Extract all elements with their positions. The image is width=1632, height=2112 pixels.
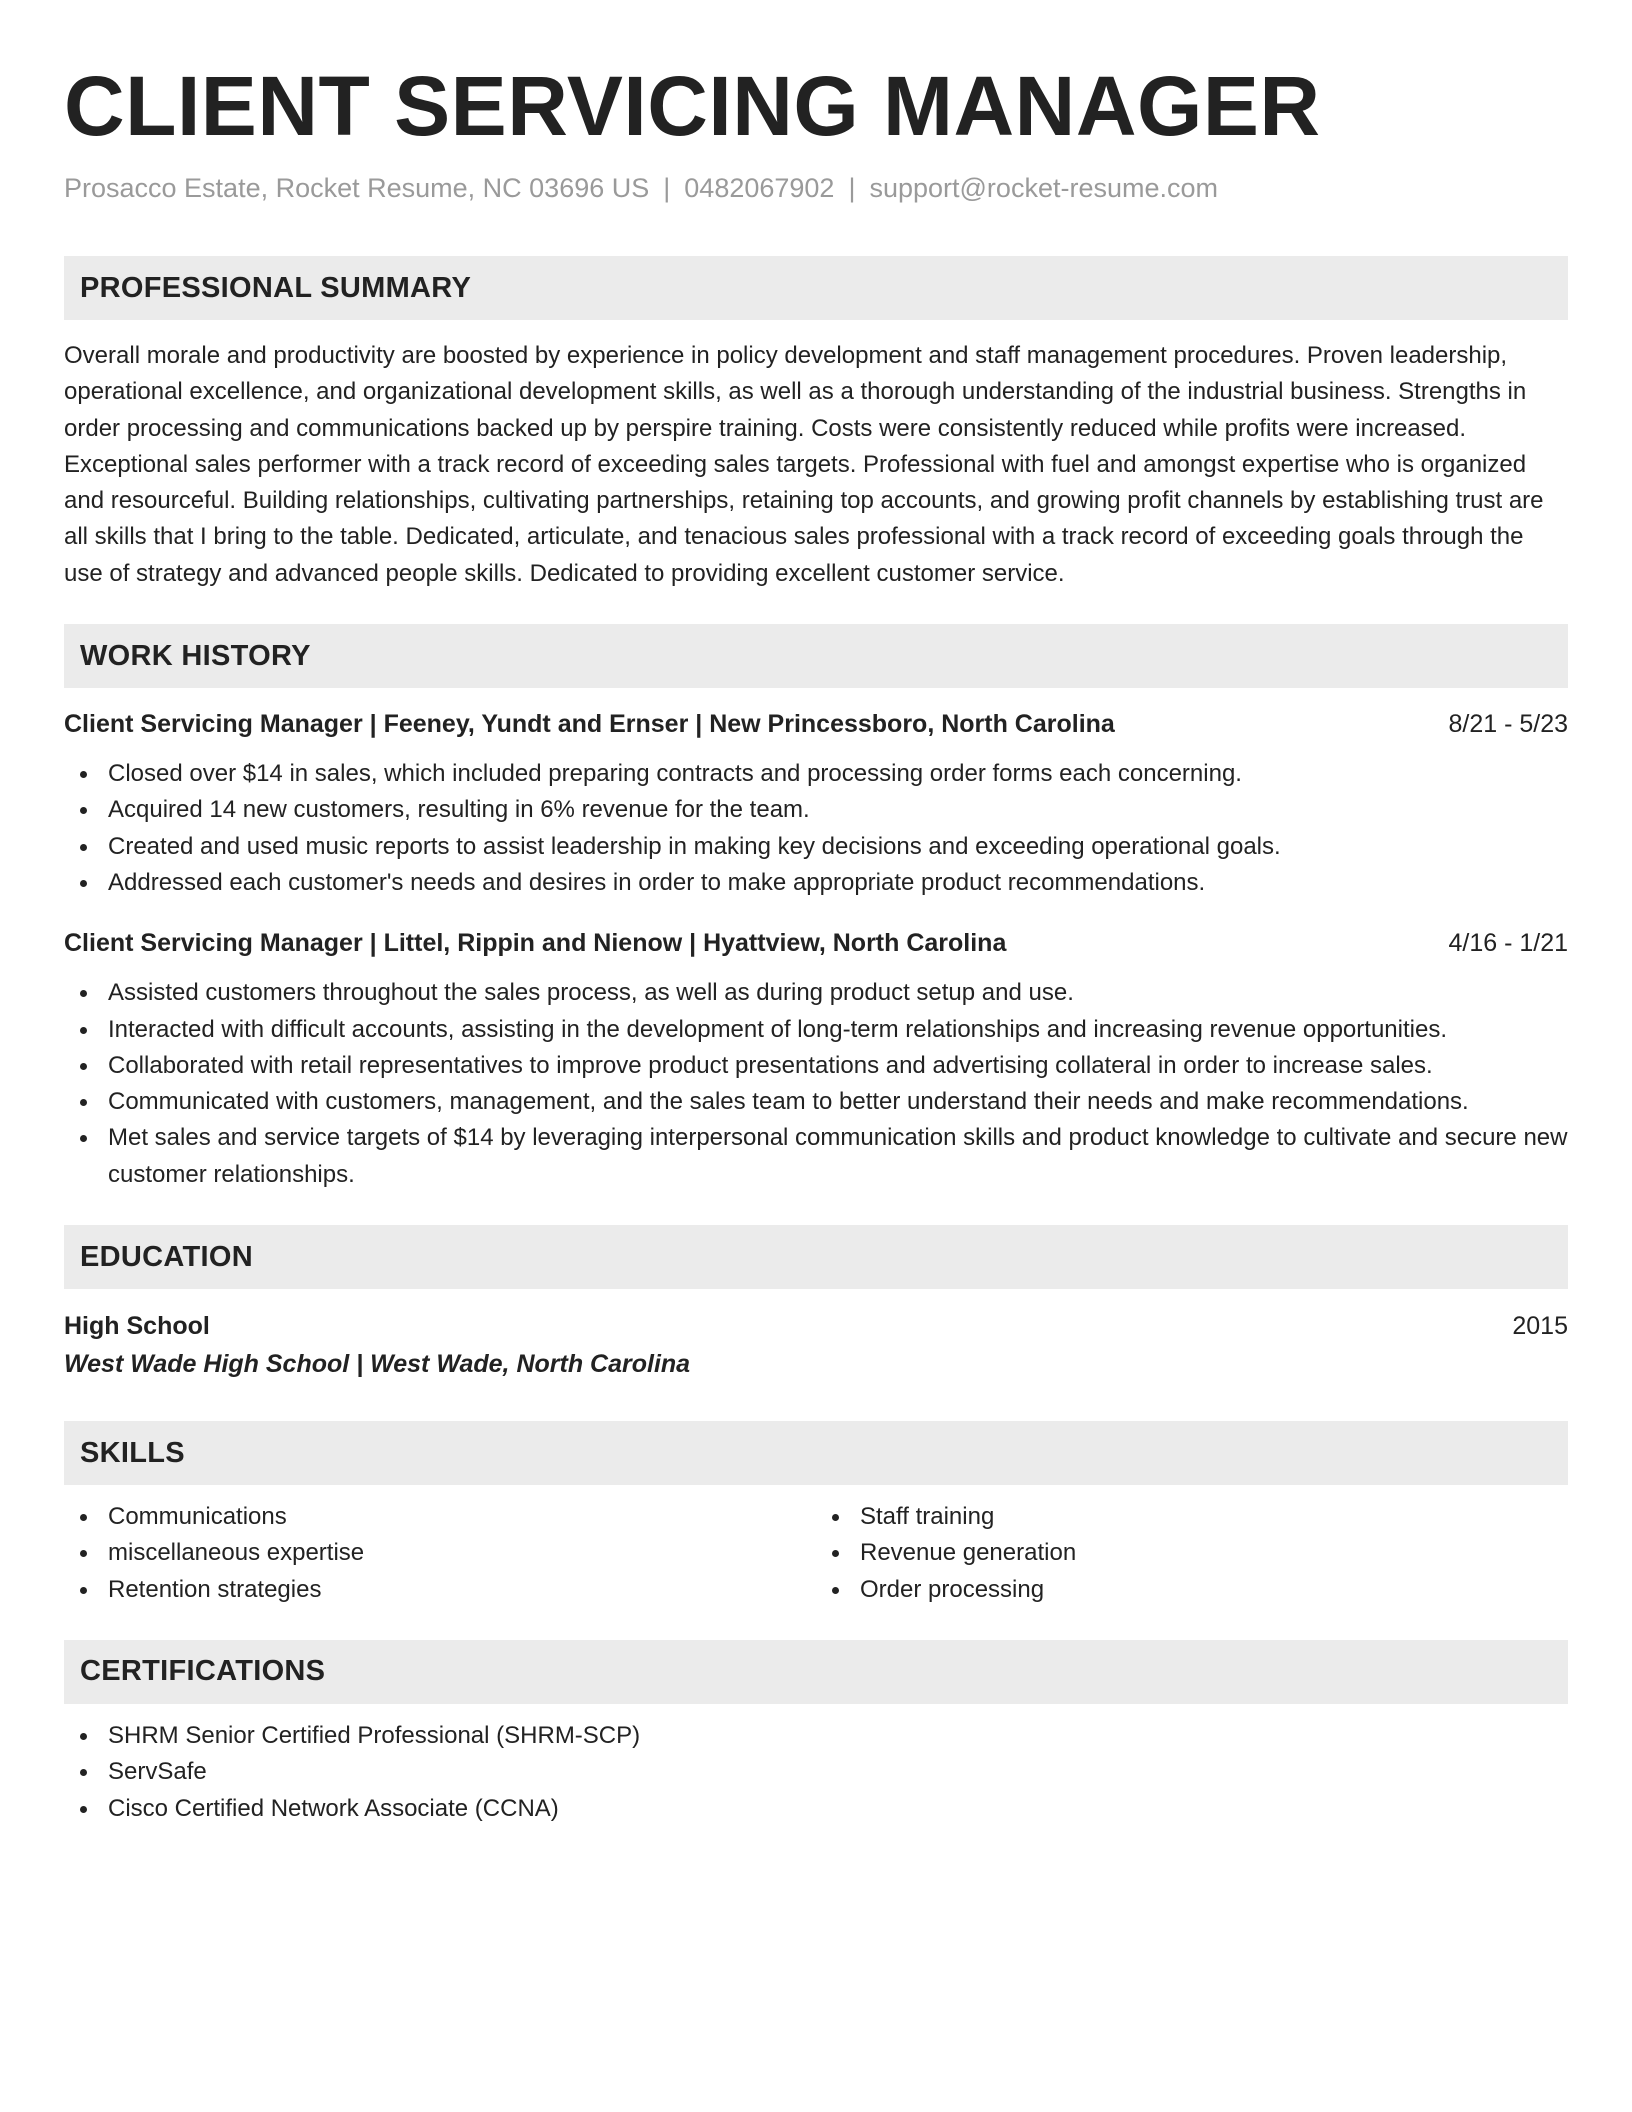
list-item: Staff training	[816, 1499, 1568, 1535]
skills-list	[64, 1499, 816, 1608]
list-item: Revenue generation	[816, 1535, 1568, 1571]
list-item: Collaborated with retail representatives to improve product presentations and advertising collateral in order to increase sales.	[64, 1048, 1568, 1084]
summary-text: Overall morale and productivity are boosted by experience in policy development and staff management procedures. Proven leadership, operational excellence, and organizational development skills, as well as a thorough understanding of the industrial business. Strengths in order processing and communications backed up by perspire training. Costs were consistently reduced while profits were increased. Exceptional sales performer with a track record of exceeding sales targets. Professional with fuel and amongst expertise who is organized and resourceful. Building relationships, cultivating partnerships, retaining top accounts, and growing profit channels by establishing trust are all skills that I bring to the table. Dedicated, articulate, and tenacious sales professional with a track record of exceeding goals through the use of strategy and advanced people skills. Dedicated to providing excellent customer service.	[64, 342, 1544, 587]
job-header	[64, 925, 1568, 961]
contact-address: Prosacco Estate, Rocket Resume, NC 03696 US	[64, 173, 650, 203]
certifications-list	[64, 1718, 1568, 1827]
list-item: SHRM Senior Certified Professional (SHRM-SCP)	[64, 1718, 1568, 1754]
list-item: Cisco Certified Network Associate (CCNA)	[64, 1791, 1568, 1827]
section-header-work-history: WORK HISTORY	[64, 624, 1568, 688]
section-header-certifications: CERTIFICATIONS	[64, 1640, 1568, 1704]
skills-list	[816, 1499, 1568, 1608]
skills-column-right	[816, 1499, 1568, 1608]
education-year: 2015	[1512, 1312, 1568, 1341]
section-header-skills: SKILLS	[64, 1421, 1568, 1485]
job-title: Client Servicing Manager | Littel, Rippin and Nienow | Hyattview, North Carolina	[64, 929, 1007, 958]
list-item: Created and used music reports to assist leadership in making key decisions and exceeding operational goals.	[64, 829, 1568, 865]
job-header	[64, 706, 1568, 742]
contact-separator: |	[663, 173, 671, 203]
list-item: Closed over $14 in sales, which included preparing contracts and processing order forms each concerning.	[64, 756, 1568, 792]
job-title: Client Servicing Manager | Feeney, Yundt and Ernser | New Princessboro, North Carolina	[64, 710, 1115, 739]
job-entry	[64, 925, 1568, 1193]
list-item: Retention strategies	[64, 1572, 816, 1608]
resume-name: CLIENT SERVICING MANAGER	[64, 59, 1321, 153]
job-dates: 8/21 - 5/23	[1448, 710, 1568, 739]
job-bullets	[64, 756, 1568, 901]
list-item: miscellaneous expertise	[64, 1535, 816, 1571]
contact-phone: 0482067902	[684, 173, 835, 203]
education-degree: High School	[64, 1312, 210, 1341]
list-item: Order processing	[816, 1572, 1568, 1608]
education-school: West Wade High School | West Wade, North Carolina	[64, 1350, 691, 1379]
section-header-education: EDUCATION	[64, 1225, 1568, 1289]
education-header	[64, 1307, 1568, 1345]
job-bullets	[64, 975, 1568, 1193]
list-item: Acquired 14 new customers, resulting in 6% revenue for the team.	[64, 792, 1568, 828]
list-item: Communications	[64, 1499, 816, 1535]
list-item: Met sales and service targets of $14 by leveraging interpersonal communication skills and product knowledge to cultivate and secure new customer relationships.	[64, 1120, 1568, 1193]
section-header-summary: PROFESSIONAL SUMMARY	[64, 256, 1568, 320]
list-item: Communicated with customers, management, and the sales team to better understand their needs and make recommendations.	[64, 1084, 1568, 1120]
contact-separator: |	[848, 173, 856, 203]
list-item: Assisted customers throughout the sales process, as well as during product setup and use.	[64, 975, 1568, 1011]
job-entry	[64, 706, 1568, 901]
certifications-block	[64, 1718, 1568, 1827]
education-entry	[64, 1307, 1568, 1383]
skills-grid	[64, 1499, 1568, 1608]
contact-line	[64, 170, 1568, 206]
contact-email: support@rocket-resume.com	[869, 173, 1218, 203]
list-item: ServSafe	[64, 1754, 1568, 1790]
job-dates: 4/16 - 1/21	[1448, 929, 1568, 958]
skills-column-left	[64, 1499, 816, 1608]
list-item: Interacted with difficult accounts, assisting in the development of long-term relationships and increasing revenue opportunities.	[64, 1012, 1568, 1048]
list-item: Addressed each customer's needs and desires in order to make appropriate product recommendations.	[64, 865, 1568, 901]
